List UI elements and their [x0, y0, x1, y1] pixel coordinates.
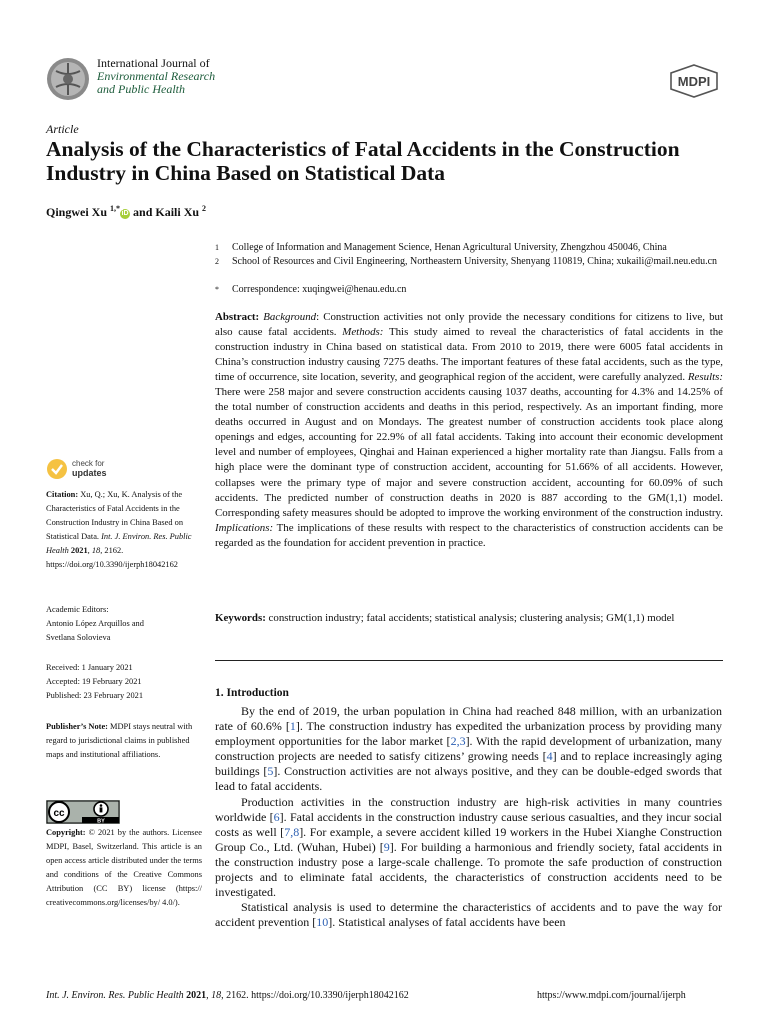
- cc-by-license-icon[interactable]: [46, 800, 120, 824]
- author-list: [46, 204, 206, 220]
- journal-name-line1: International Journal of: [97, 56, 210, 70]
- abstract-background-text: : Construction activities not only provide the necessary conditions for citizens to live, but also cause fatal accidents.: [215, 311, 723, 339]
- editors-label: Academic Editors:: [46, 605, 109, 614]
- affiliation-number: *: [215, 285, 219, 294]
- check-updates-icon: [46, 458, 68, 480]
- citation-link[interactable]: 4: [546, 749, 553, 764]
- academic-editors: [46, 603, 202, 645]
- affiliation-1: [215, 241, 725, 254]
- article-type: Article: [46, 122, 79, 136]
- check-for-updates-button[interactable]: [46, 456, 156, 484]
- editor-2: Svetlana Solovieva: [46, 632, 111, 642]
- abstract-results-text: There were 258 major and severe construction accidents causing 1037 deaths, accounting for 4.3% and 14.25% of the total number of construction accidents and deaths in this period, respectively. As an important finding, more deaths occurred in August and on Mondays. The greatest number of construction accidents took place along openings and edges, accounting for 22.9% of all fatal accidents. Taking into account their economic development level and number of employees, Qinghai and Hainan experienced a higher mortality rate than Jiangsu. Falls from a high place were the dominant type of construction accident, accounting for 51.66% of all accidents. However, collapses were the primary type of major and severe construction accident, accounting for 60.09% of such accidents. The predicted number of construction deaths in 2020 is 887 according to the GM(1,1) model. Corresponding safety measures should be adopted to improve the working environment of the construction industry.: [215, 386, 723, 519]
- correspondence-text[interactable]: Correspondence: xuqingwei@henau.edu.cn: [232, 284, 407, 295]
- publisher-note-label: Publisher’s Note:: [46, 722, 108, 731]
- abstract-results-label: Results:: [687, 371, 723, 384]
- journal-name-line2: Environmental Research: [97, 69, 216, 83]
- journal-name: [97, 57, 215, 96]
- footer-citation: Int. J. Environ. Res. Public Health 2021, 18, 2162. https://doi.org/10.3390/ijerph18042162: [46, 990, 409, 1001]
- citation-link[interactable]: 6: [273, 809, 280, 824]
- mdpi-logo-icon: [668, 64, 720, 98]
- section-heading: 1. Introduction: [215, 687, 289, 699]
- keywords: [215, 611, 723, 626]
- author-1-name[interactable]: Qingwei Xu: [46, 205, 108, 219]
- orcid-icon[interactable]: iD: [121, 210, 129, 217]
- copyright-notice: Copyright: © 2021 by the authors. Licensee MDPI, Basel, Switzerland. This article is an open access article distributed under the terms and conditions of the Creative Commons Attribution (CC BY) license (https:// creativecommons.org/licenses/by/ 4.0/).: [46, 828, 202, 907]
- citation-doi[interactable]: , 2162. https://doi.org/10.3390/ijerph18042162: [46, 545, 178, 569]
- section-divider: [215, 660, 723, 661]
- correspondence: [215, 283, 725, 296]
- citation-link[interactable]: 10: [316, 915, 329, 930]
- copyright-label: Copyright:: [46, 828, 86, 837]
- publisher-note: Publisher’s Note: MDPI stays neutral with regard to jurisdictional claims in published maps and institutional affiliations.: [46, 722, 193, 759]
- svg-text:cc: cc: [53, 808, 65, 819]
- citation-link[interactable]: 5: [267, 764, 274, 779]
- affiliation-text: College of Information and Management Science, Henan Agricultural University, Zhengzhou 450046, China: [232, 242, 667, 253]
- article-title: Analysis of the Characteristics of Fatal Accidents in the Construction Industry in China Based on Statistical Data: [46, 137, 680, 185]
- abstract-background-label: Background: [263, 311, 317, 323]
- abstract-methods-text: This study aimed to reveal the characteristics of fatal accidents in the construction industry in China based on statistical data. From 2010 to 2019, there were 6005 fatal accidents in China’s construction industry causing 7275 deaths. The important features of these fatal accidents, such as the type, time of occurrence, site location, severity, and geographical region of the accident, were carefully analyzed.: [215, 326, 723, 384]
- check-updates-line1: check for: [72, 459, 105, 468]
- paragraph: Statistical analysis is used to determine the characteristics of accidents and to pave the way for accident prevention [10]. Statistical analyses of fatal accidents have been: [215, 900, 722, 930]
- journal-name-line3: and Public Health: [97, 82, 185, 96]
- affiliation-number: 2: [215, 257, 219, 266]
- citation-link[interactable]: 2,3: [450, 734, 466, 749]
- affiliation-2: [215, 255, 725, 268]
- keywords-text: construction industry; fatal accidents; statistical analysis; clustering analysis; GM(1,1) model: [265, 612, 675, 624]
- received-date: Received: 1 January 2021: [46, 663, 133, 672]
- abstract-implications-label: Implications:: [215, 521, 274, 534]
- author-2-affil: 2: [202, 204, 207, 213]
- author-1-affil: 1,*: [110, 204, 121, 213]
- mdpi-logo-text: MDPI: [677, 74, 711, 89]
- affiliation-text[interactable]: School of Resources and Civil Engineering, Northeastern University, Shenyang 110819, China; xukaili@mail.neu.edu.cn: [232, 256, 718, 267]
- paragraph: Production activities in the construction industry are high-risk activities in many countries worldwide [6]. Fatal accidents in the construction industry cause serious casualties, and they incur social costs as well [7,8]. For example, a severe accident killed 19 workers in the Hubei Xianghe Construction Group Co., Ltd. (Wuhan, Hubei) [9]. For building a harmonious and friendly society, fatal accidents in the construction industry pose a large-scale challenge. To promote the safe production of construction projects and to eliminate fatal accidents, the characteristics of construction accidents need to be investigated.: [215, 794, 722, 900]
- affiliation-number: 1: [215, 243, 219, 252]
- paragraph: By the end of 2019, the urban population in China had reached 848 million, with an urbanization rate of 60.6% [1]. The construction industry has expedited the urbanization process by providing many employment opportunities for the labor market [2,3]. With the rapid development of urbanization, many construction projects are needed to satisfy citizens’ growing needs [4] and to replace increasingly aging buildings [5]. Construction activities are not always positive, and they can be double-edged swords that lead to fatal accidents.: [215, 704, 723, 794]
- footer-doi-link[interactable]: , 2162. https://doi.org/10.3390/ijerph18042162: [221, 990, 409, 1001]
- author-2-name[interactable]: and Kaili Xu: [130, 205, 200, 219]
- published-date: Published: 23 February 2021: [46, 690, 144, 700]
- citation-block: Citation: Xu, Q.; Xu, K. Analysis of the Characteristics of Fatal Accidents in the Construction Industry in China Based on Statistical Data. Int. J. Environ. Res. Public Health 2021, 18, 2162. https://doi.org/10.3390/ijerph18042162: [46, 490, 192, 569]
- journal-logo-icon: [46, 57, 90, 101]
- cc-by-text: BY: [97, 818, 105, 824]
- keywords-label: Keywords:: [215, 612, 266, 624]
- accepted-date: Accepted: 19 February 2021: [46, 676, 142, 686]
- citation-link[interactable]: 9: [383, 839, 390, 854]
- abstract-label: Abstract:: [215, 311, 260, 323]
- citation-link[interactable]: 1: [289, 719, 296, 734]
- abstract-methods-label: Methods:: [342, 326, 384, 339]
- editor-1: Antonio López Arquillos and: [46, 618, 144, 628]
- check-updates-line2: updates: [72, 468, 107, 478]
- footer-journal-link[interactable]: https://www.mdpi.com/journal/ijerph: [537, 990, 686, 1001]
- introduction-body: [215, 704, 722, 930]
- citation-label: Citation:: [46, 490, 79, 499]
- abstract-implications-text: The implications of these results with respect to the characteristics of construction accidents can be regarded as the foundation for accident prevention in practice.: [215, 521, 723, 549]
- citation-link[interactable]: 7,8: [284, 824, 300, 839]
- abstract: [215, 310, 723, 551]
- publication-dates: [46, 661, 202, 703]
